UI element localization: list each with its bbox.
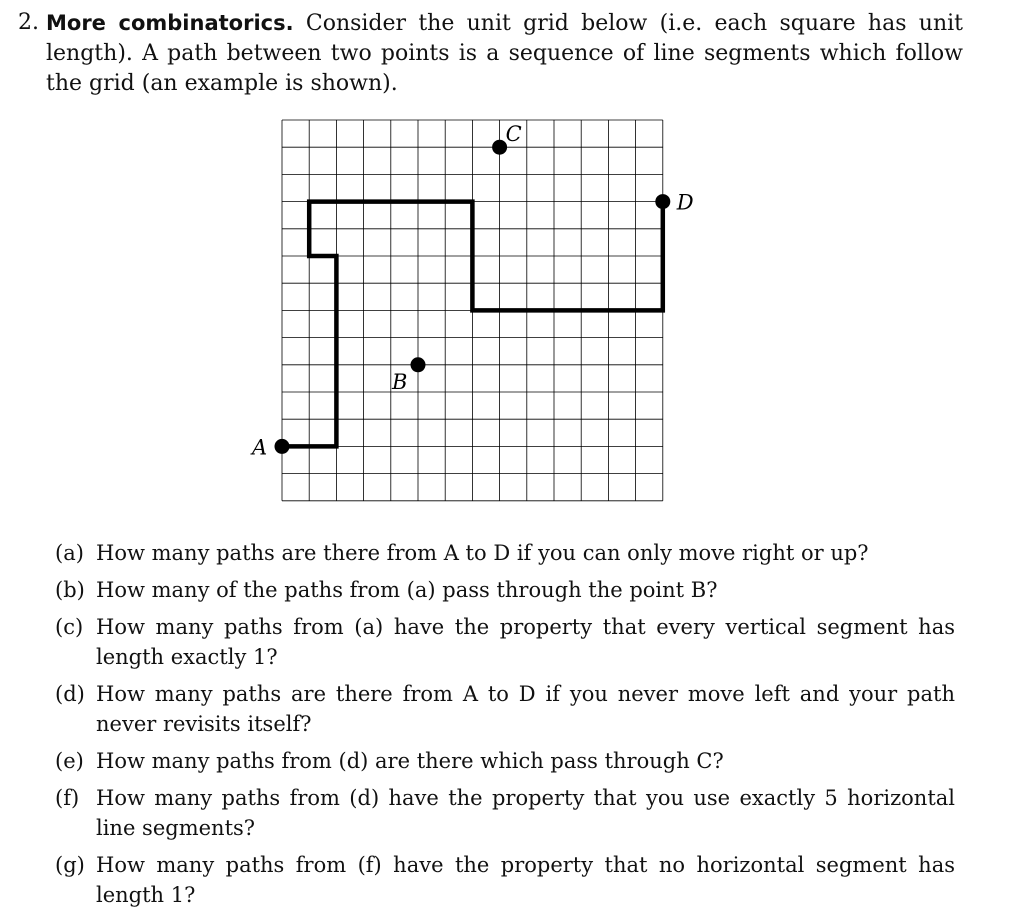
point-c-label: C bbox=[505, 122, 522, 147]
part-text: How many paths from (d) are there which pass through C? bbox=[96, 749, 724, 773]
part-text: How many paths are there from A to D if you can only move right or up? bbox=[96, 541, 869, 565]
question-part bbox=[55, 538, 955, 568]
part-label: (d) bbox=[55, 682, 85, 706]
question-part bbox=[55, 783, 955, 843]
part-label: (g) bbox=[55, 853, 85, 877]
question-parts bbox=[55, 538, 955, 917]
part-text: How many paths are there from A to D if you never move left and your path never revisits itself? bbox=[96, 682, 955, 736]
problem-statement bbox=[18, 8, 963, 99]
point-a-dot bbox=[275, 439, 290, 454]
unit-grid-figure bbox=[240, 115, 694, 515]
problem-number: 2. bbox=[18, 10, 39, 35]
part-label: (b) bbox=[55, 578, 85, 602]
point-d-dot bbox=[655, 194, 670, 209]
point-a-label: A bbox=[252, 435, 268, 460]
question-part bbox=[55, 746, 955, 776]
question-part bbox=[55, 612, 955, 672]
question-part bbox=[55, 575, 955, 605]
part-label: (f) bbox=[55, 786, 80, 810]
part-text: How many paths from (a) have the property that every vertical segment has length exactly 1? bbox=[96, 615, 955, 669]
question-part bbox=[55, 850, 955, 910]
part-text: How many paths from (d) have the property that you use exactly 5 horizontal line segments? bbox=[96, 786, 955, 840]
problem-body bbox=[46, 8, 963, 99]
problem-title: More combinatorics. bbox=[46, 11, 294, 35]
part-text: How many of the paths from (a) pass through the point B? bbox=[96, 578, 718, 602]
part-label: (a) bbox=[55, 541, 84, 565]
point-b-dot bbox=[411, 357, 426, 372]
question-part bbox=[55, 679, 955, 739]
problem-intro: Consider the unit grid below (i.e. each square has unit length). A path between two points is a sequence of line segments which follow the grid (an example is shown). bbox=[46, 11, 963, 96]
part-text: How many paths from (f) have the property that no horizontal segment has length 1? bbox=[96, 853, 955, 907]
point-d-label: D bbox=[676, 190, 694, 215]
point-b-label: B bbox=[392, 369, 408, 394]
part-label: (e) bbox=[55, 749, 84, 773]
part-label: (c) bbox=[55, 615, 84, 639]
